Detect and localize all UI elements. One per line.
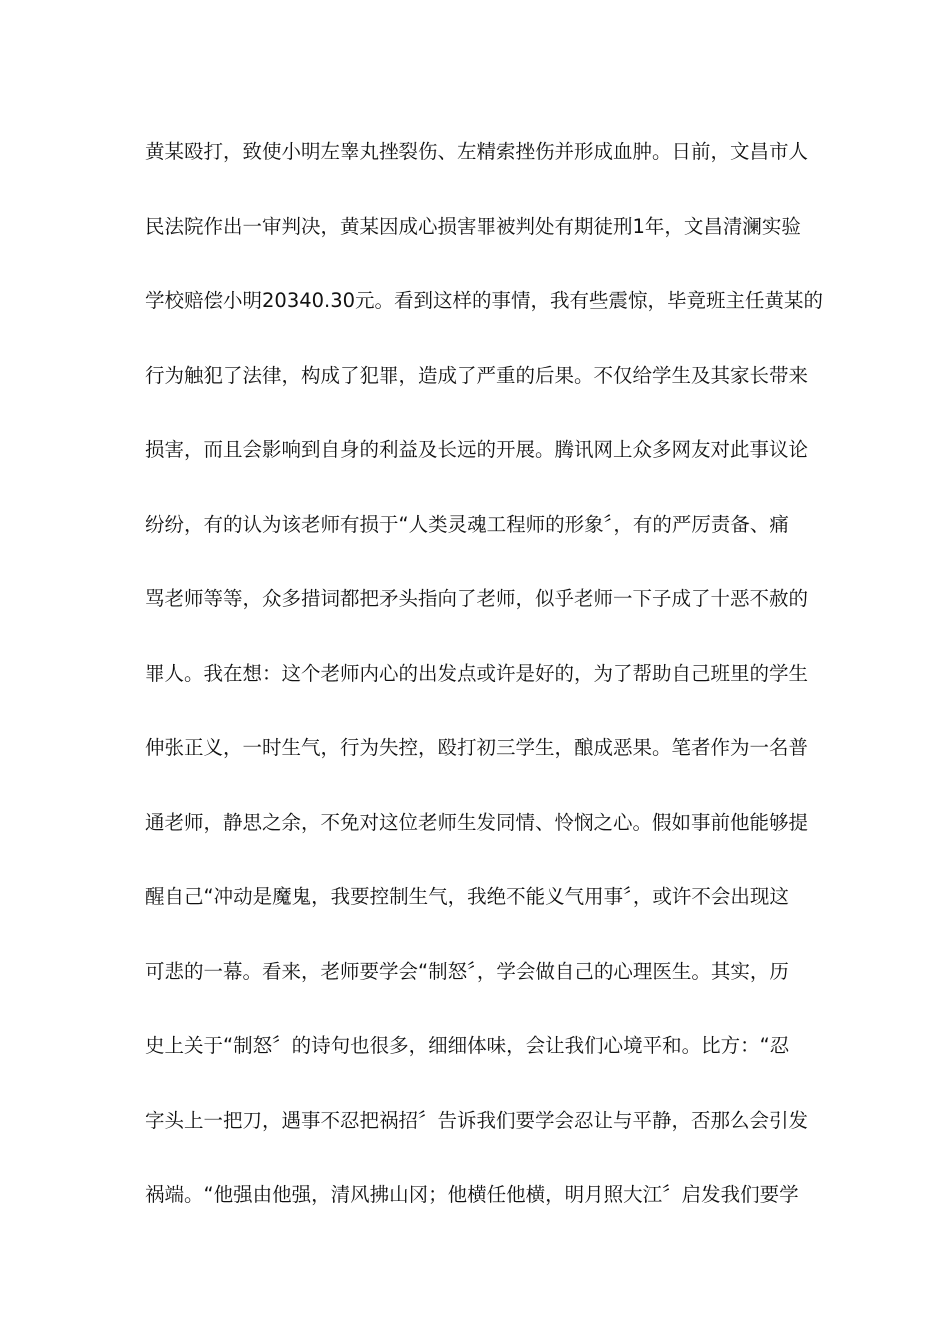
text-line-5: 损害，而且会影响到自身的利益及长远的开展。腾讯网上众多网友对此事议论 — [145, 438, 809, 461]
text-line-4: 行为触犯了法律，构成了犯罪，造成了严重的后果。不仅给学生及其家长带来 — [145, 363, 809, 387]
text-line-9: 伸张正义，一时生气，行为失控，殴打初三学生，酿成恶果。笔者作为一名普 — [145, 736, 809, 759]
text-line-13: 史上关于“制怒〞的诗句也很多，细细体味，会让我们心境平和。比方：“忍 — [145, 1034, 790, 1057]
body-text — [145, 132, 824, 1250]
text-line-6: 纷纷，有的认为该老师有损于“人类灵魂工程师的形象〞，有的严厉责备、痛 — [145, 512, 789, 536]
text-line-10: 通老师，静思之余，不免对这位老师生发同情、怜悯之心。假如事前他能够提 — [145, 810, 809, 834]
text-line-12: 可悲的一幕。看来，老师要学会“制怒〞，学会做自己的心理医生。其实，历 — [145, 959, 789, 983]
text-line-8: 罪人。我在想：这个老师内心的出发点或许是好的，为了帮助自己班里的学生 — [145, 661, 809, 685]
text-line-1: 黄某殴打，致使小明左睾丸挫裂伤、左精索挫伤并形成血肿。日前，文昌市人 — [145, 140, 809, 163]
text-line-7: 骂老师等等，众多措词都把矛头指向了老师，似乎老师一下子成了十恶不赦的 — [145, 587, 809, 610]
text-line-15: 祸端。“他强由他强，清风拂山冈；他横任他横，明月照大江〞启发我们要学 — [145, 1183, 799, 1206]
text-line-3: 学校赔偿小明20340.30元。看到这样的事情，我有些震惊，毕竟班主任黄某的 — [145, 289, 824, 312]
text-line-11: 醒自己“冲动是魔鬼，我要控制生气，我绝不能义气用事〞，或许不会出现这 — [145, 885, 789, 908]
text-line-2: 民法院作出一审判决，黄某因成心损害罪被判处有期徒刑1年，文昌清澜实验 — [145, 214, 801, 238]
text-line-14: 字头上一把刀，遇事不忍把祸招〞告诉我们要学会忍让与平静，否那么会引发 — [145, 1108, 809, 1132]
